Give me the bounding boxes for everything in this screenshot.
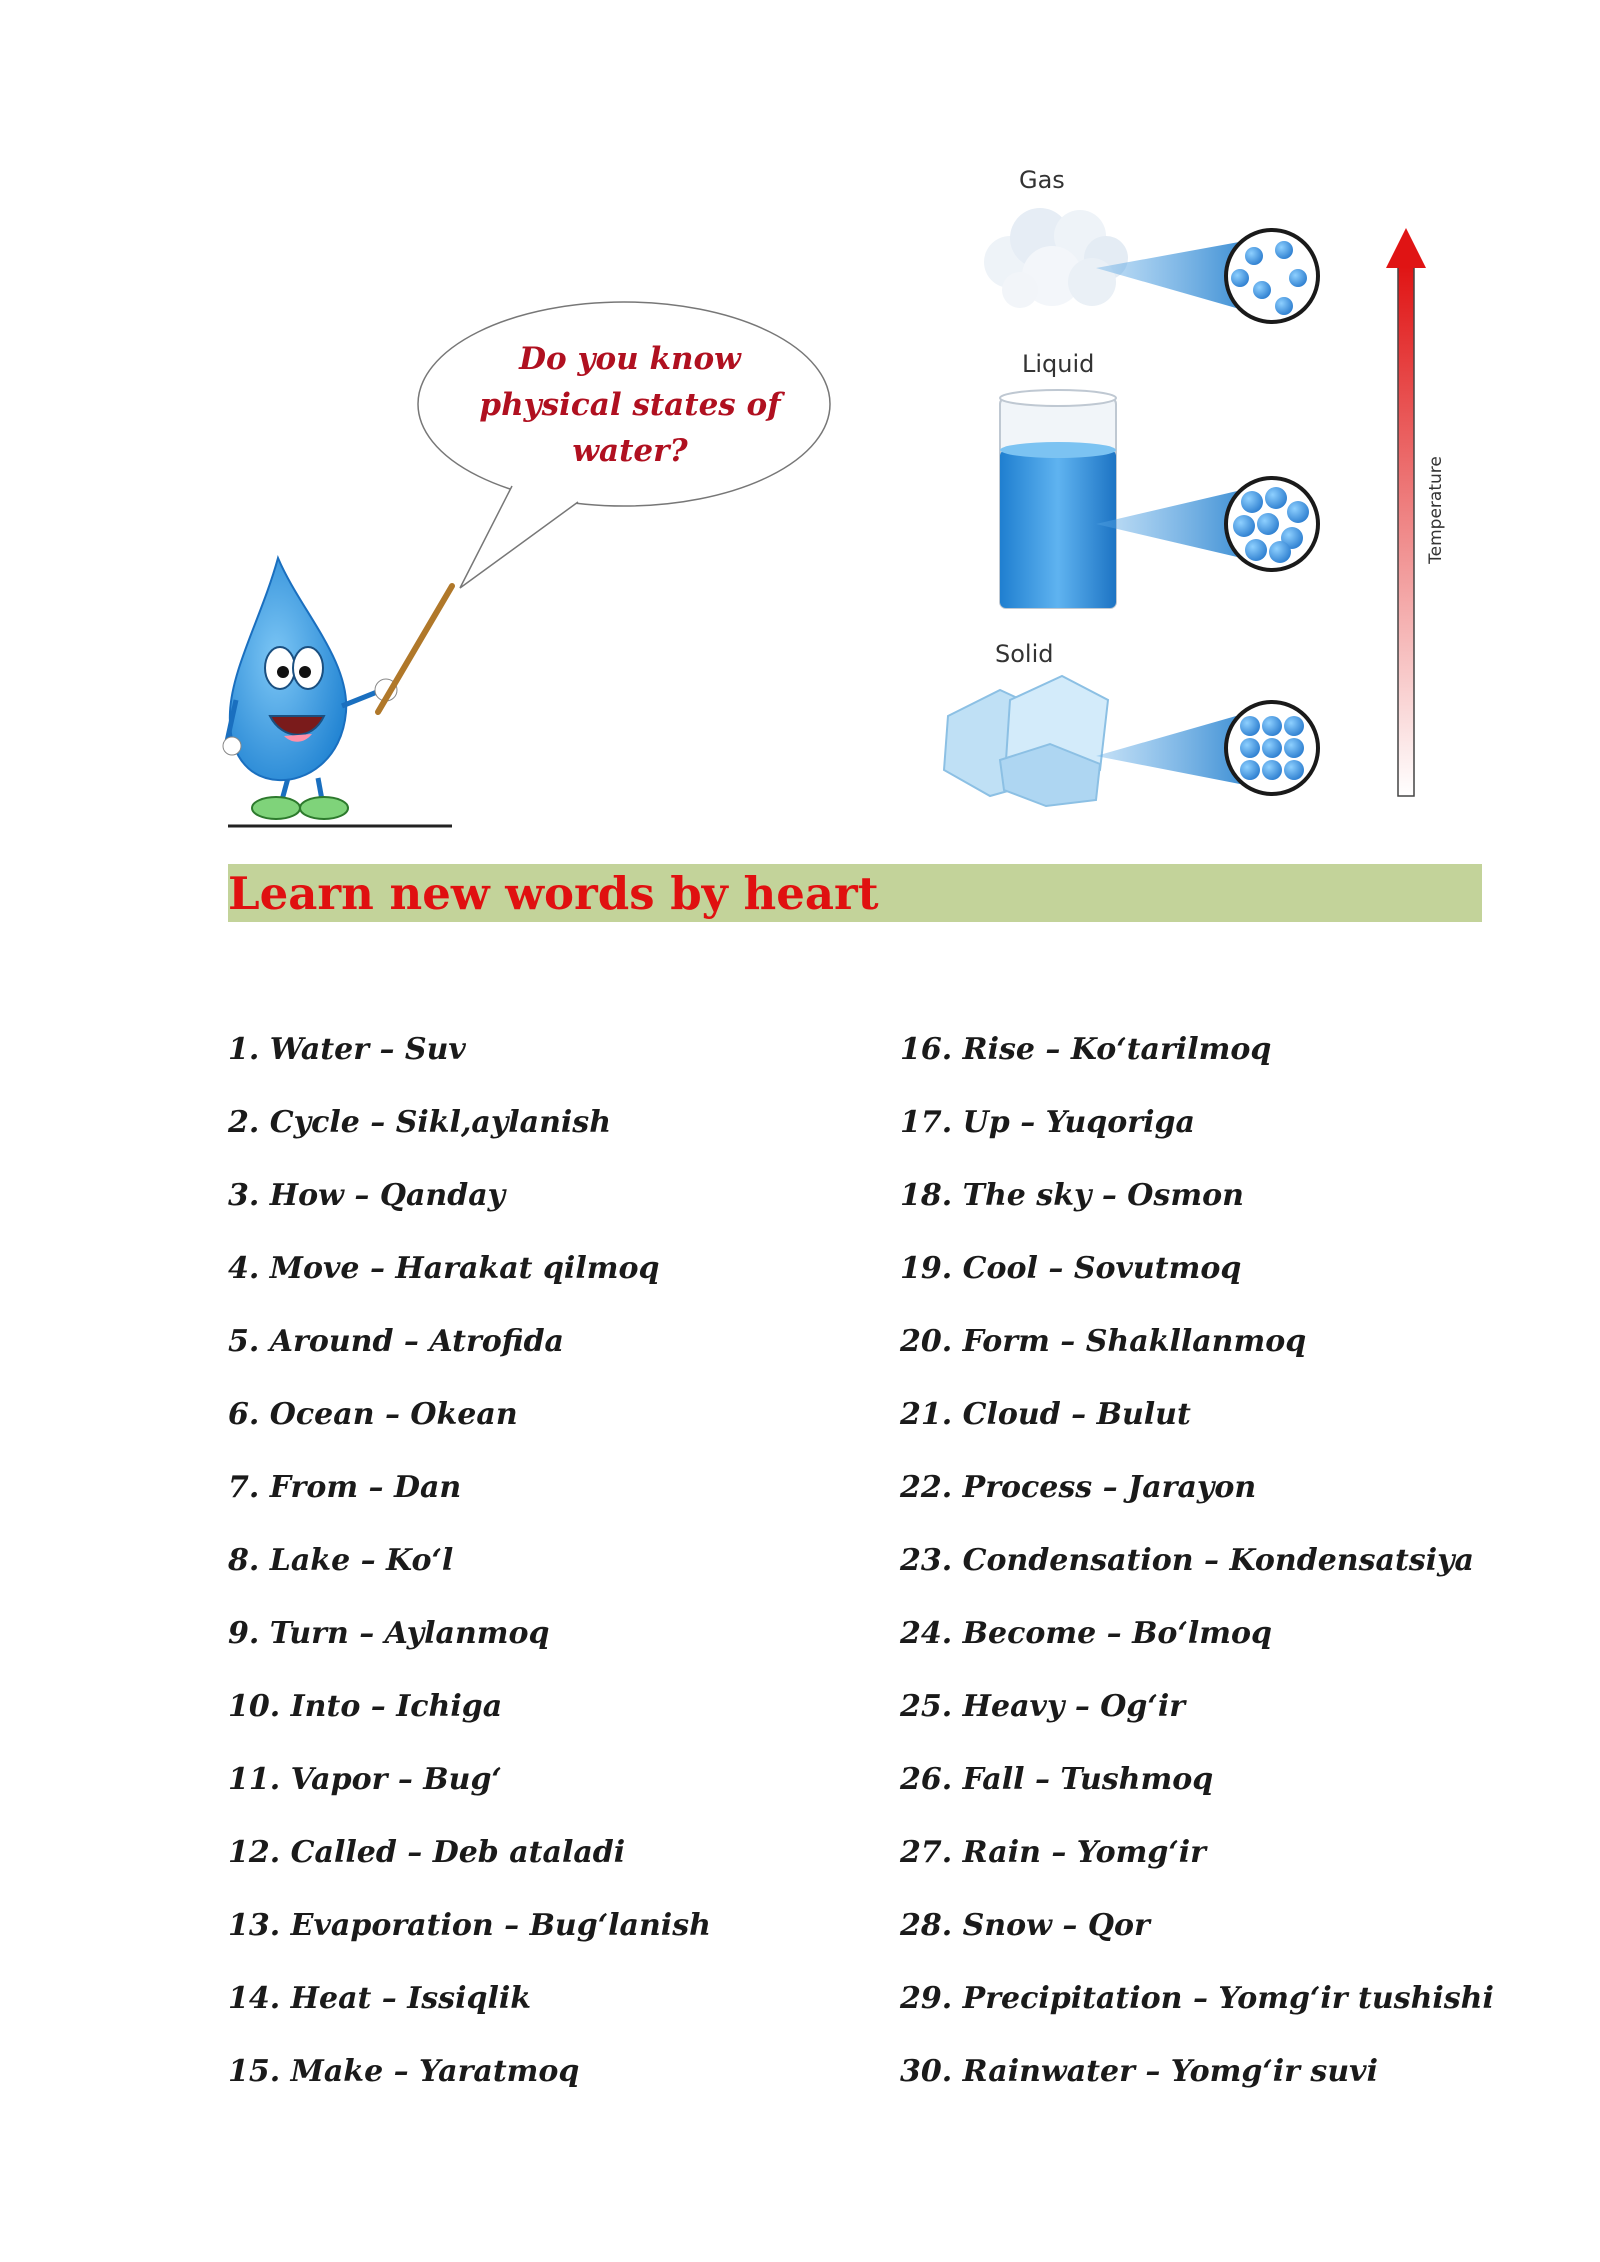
- vocab-item: 10. Into – Ichiga: [228, 1689, 503, 1724]
- ice-cubes-icon: [944, 676, 1108, 806]
- vocab-item: 12. Called – Deb ataladi: [228, 1835, 626, 1870]
- vocab-item: 22. Process – Jarayon: [900, 1470, 1257, 1505]
- temperature-arrow-icon: [1386, 228, 1426, 796]
- gas-label: Gas: [1019, 166, 1065, 194]
- vocab-item: 19. Cool – Sovutmoq: [900, 1251, 1242, 1286]
- cloud-icon: [984, 208, 1128, 308]
- solid-label: Solid: [995, 640, 1054, 668]
- vocabulary-list-right: [900, 1026, 1494, 2121]
- temperature-label: Temperature: [1426, 456, 1446, 564]
- bubble-line: water?: [572, 433, 688, 469]
- gas-molecules-icon: [1226, 230, 1318, 322]
- vocab-item: 26. Fall – Tushmoq: [900, 1762, 1214, 1797]
- water-drop-mascot-icon: [223, 558, 452, 826]
- vocab-item: 3. How – Qanday: [228, 1178, 506, 1213]
- vocab-item: 24. Become – Bo‘lmoq: [900, 1616, 1273, 1651]
- vocab-item: 29. Precipitation – Yomg‘ir tushishi: [900, 1981, 1494, 2016]
- vocab-item: 20. Form – Shakllanmoq: [900, 1324, 1307, 1359]
- vocab-item: 2. Cycle – Sikl,aylanish: [228, 1105, 612, 1140]
- vocab-item: 21. Cloud – Bulut: [900, 1397, 1191, 1432]
- liquid-label: Liquid: [1022, 350, 1095, 378]
- section-title: Learn new words by heart: [228, 867, 879, 920]
- vocab-item: 18. The sky – Osmon: [900, 1178, 1244, 1213]
- vocab-item: 27. Rain – Yomg‘ir: [900, 1835, 1206, 1870]
- vocab-item: 1. Water – Suv: [228, 1032, 466, 1067]
- states-of-water-illustration: [0, 0, 1600, 860]
- vocab-item: 4. Move – Harakat qilmoq: [228, 1251, 660, 1286]
- vocab-item: 28. Snow – Qor: [900, 1908, 1150, 1943]
- vocab-item: 16. Rise – Ko‘tarilmoq: [900, 1032, 1272, 1067]
- bubble-question: [470, 336, 790, 474]
- vocab-item: 14. Heat – Issiqlik: [228, 1981, 532, 2016]
- vocab-item: 5. Around – Atrofida: [228, 1324, 564, 1359]
- solid-molecules-icon: [1226, 702, 1318, 794]
- glass-of-water-icon: [1000, 390, 1116, 608]
- illustration-canvas: [0, 0, 1600, 860]
- vocab-item: 15. Make – Yaratmoq: [228, 2054, 580, 2089]
- vocab-item: 13. Evaporation – Bug‘lanish: [228, 1908, 711, 1943]
- vocab-item: 11. Vapor – Bug‘: [228, 1762, 502, 1797]
- vocab-item: 17. Up – Yuqoriga: [900, 1105, 1195, 1140]
- liquid-molecules-icon: [1226, 478, 1318, 570]
- vocab-item: 25. Heavy – Og‘ir: [900, 1689, 1186, 1724]
- vocab-item: 23. Condensation – Kondensatsiya: [900, 1543, 1474, 1578]
- vocab-item: 9. Turn – Aylanmoq: [228, 1616, 550, 1651]
- vocab-item: 6. Ocean – Okean: [228, 1397, 518, 1432]
- vocab-item: 8. Lake – Ko‘l: [228, 1543, 454, 1578]
- bubble-line: physical states of: [479, 387, 781, 423]
- vocab-item: 30. Rainwater – Yomg‘ir suvi: [900, 2054, 1378, 2089]
- bubble-line: Do you know: [519, 341, 741, 377]
- vocabulary-list-left: [228, 1026, 711, 2121]
- vocab-item: 7. From – Dan: [228, 1470, 462, 1505]
